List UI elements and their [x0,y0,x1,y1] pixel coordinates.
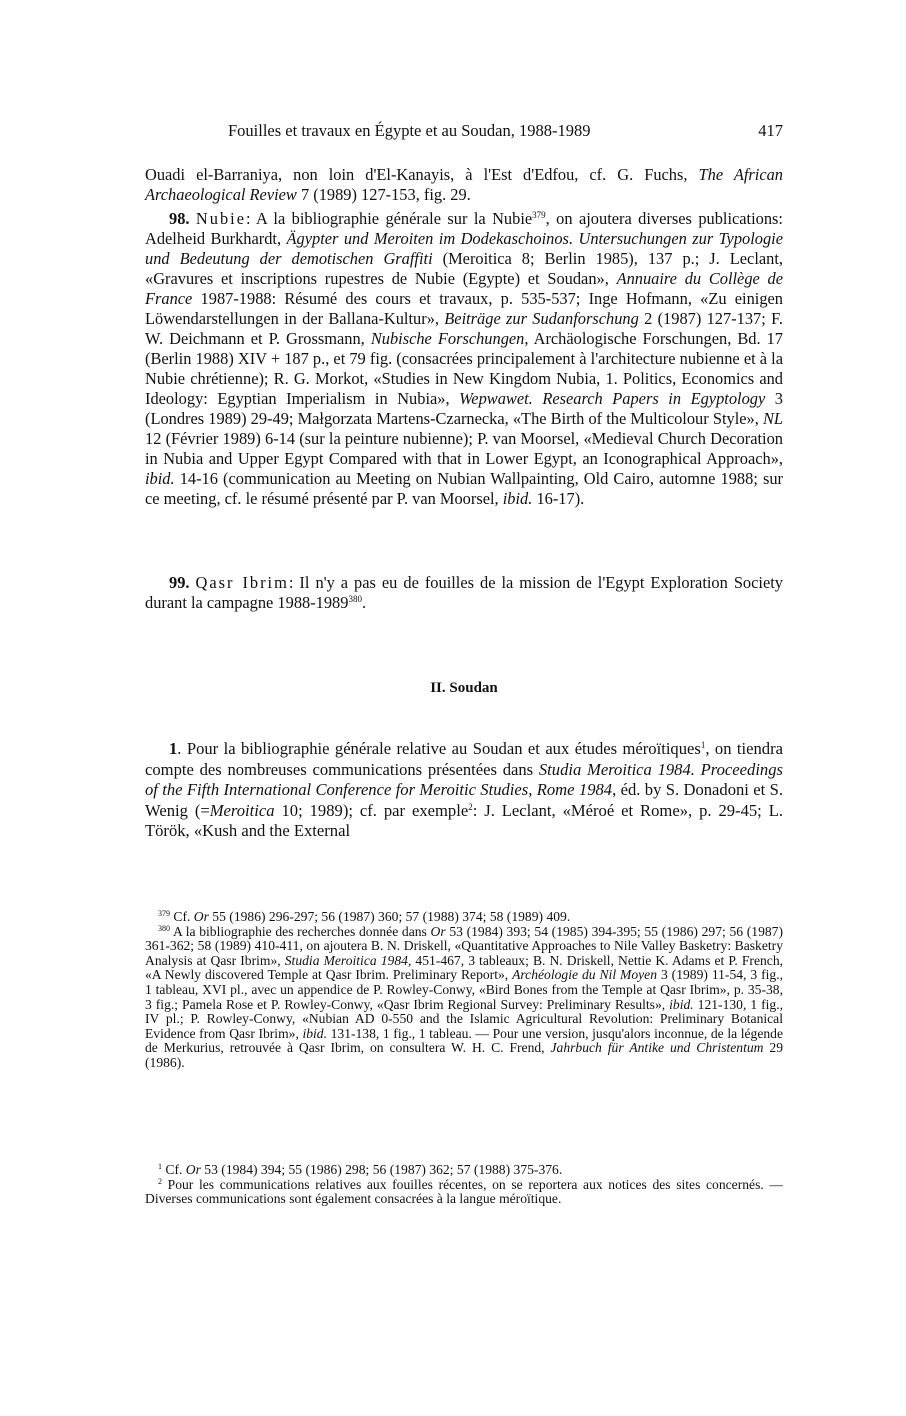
footnote-2: $^2$ Pour les communications relatives aux fouilles récentes, on se reportera aux notices des sites concernés. — Diverses communications sont également consacrées à la langue méroïtique. [145,1176,783,1207]
footnote-380: $^{380}$ A la bibliographie des recherches donnée dans Or 53 (1984) 393; 54 (1985) 394-395; 55 (1986) 297; 56 (1987) 361-362; 58 (1989) 410-411, on ajoutera B. N. Driskell, «Quantitative Approaches to Nile Valley Basketry: Basketry Analysis at Qasr Ibrim», Studia Meroitica 1984, 451-467, 3 tableaux; B. N. Driskell, Nettie K. Adams et P. French, «A Newly discovered Temple at Qasr Ibrim. Preliminary Report», Archéologie du Nil Moyen 3 (1989) 11-54, 3 fig., 1 tableau, XVI pl., avec un appendice de P. Rowley-Conwy, «Bird Bones from the Temple at Qasr Ibrim», p. 35-38, 3 fig.; Pamela Rose et P. Rowley-Conwy, «Qasr Ibrim Regional Survey: Preliminary Results», ibid. 121-130, 1 fig., IV pl.; P. Rowley-Conwy, «Nubian AD 0-550 and the Islamic Agricultural Revolution: Preliminary Botanical Evidence from Qasr Ibrim», ibid. 131-138, 1 fig., 1 tableau. — Pour une version, jusqu'alors inconnue, de la légende de Merkurius, retrouvée à Qasr Ibrim, on consultera W. H. C. Frend, Jahrbuch für Antike und Christentum 29 (1986). [145,923,784,1070]
paragraph-heading: Nubie [195,209,246,228]
footnote-ref-380[interactable]: 380 [348,594,362,604]
running-header [228,121,783,141]
section-title: II. Soudan [430,680,498,696]
paragraph-98: 98. Nubie: A la bibliographie générale sur la Nubie$^{379}$, on ajoutera diverses publications: Adelheid Burkhardt, Ägypter und Meroiten im Dodekaschoinos. Untersuchungen zur Typologie und Bedeutung der demotischen Graffiti (Meroitica 8; Berlin 1985), 137 p.; J. Leclant, «Gravures et inscriptions rupestres de Nubie (Egypte) et Soudan», Annuaire du Collège de France 1987-1988: Résumé des cours et travaux, p. 535-537; Inge Hofmann, «Zu einigen Löwendarstellungen in der Ballana-Kultur», Beiträge zur Sudanforschung 2 (1987) 127-137; F. W. Deichmann et P. Grossmann, Nubische Forschungen, Archäologische Forschungen, Bd. 17 (Berlin 1988) XIV + 187 p., et 79 fig. (consacrées principalement à l'architecture nubienne et à la Nubie chrétienne); R. G. Morkot, «Studies in New Kingdom Nubia, 1. Politics, Economics and Ideology: Egyptian Imperialism in Nubia», Wepwawet. Research Papers in Egyptology 3 (Londres 1989) 29-49; Małgorzata Martens-Czarnecka, «The Birth of the Multicolour Style», NL 12 (Février 1989) 6-14 (sur la peinture nubienne); P. van Moorsel, «Medieval Church Decoration in Nubia and Upper Egypt Compared with that in Lower Egypt, an Iconographical Approach», ibid. 14-16 (communication au Meeting on Nubian Wallpainting, Old Cairo, automne 1988; sur ce meeting, cf. le résumé présenté par P. van Moorsel, ibid. 16-17). [145,209,784,508]
footnote-ref-1[interactable]: 1 [700,740,706,750]
paragraph-continuation: Ouadi el-Barraniya, non loin d'El-Kanayis, à l'Est d'Edfou, cf. G. Fuchs, The African Archaeological Review 7 (1989) 127-153, fig. 29. [145,165,783,204]
page-number: 417 [758,121,783,140]
paragraph-number: 1 [169,739,178,758]
paragraph-number: 98. [169,209,190,228]
footnotes-block-section [145,1163,783,1207]
footnote-ref-379[interactable]: 379 [532,210,546,220]
paragraph-soudan-1: 1. Pour la bibliographie générale relative au Soudan et aux études méroïtiques$^1$, on tiendra compte des nombreuses communications présentées dans Studia Meroitica 1984. Proceedings of the Fifth International Conference for Meroitic Studies, Rome 1984, éd. by S. Donadoni et S. Wenig (=Meroitica 10; 1989); cf. par exemple$^2$: J. Leclant, «Méroé et Rome», p. 29-45; L. Török, «Kush and the External [145,739,783,840]
paragraph-number: 99. [169,573,190,592]
footnotes-block [145,910,783,1071]
footnote-1: $^1$ Cf. Or 53 (1984) 394; 55 (1986) 298; 56 (1987) 362; 57 (1988) 375-376. [158,1162,563,1177]
running-title: Fouilles et travaux en Égypte et au Soudan, 1988-1989 [228,121,591,140]
paragraph-heading: Qasr Ibrim [195,573,289,592]
footnote-ref-2[interactable]: 2 [468,801,473,812]
footnote-379: $^{379}$ Cf. Or 55 (1986) 296-297; 56 (1987) 360; 57 (1988) 374; 58 (1989) 409. [158,909,571,924]
paragraph-99: 99. Qasr Ibrim: Il n'y a pas eu de fouilles de la mission de l'Egypt Exploration Society durant la campagne 1988-1989$^{380}$. [145,573,783,612]
